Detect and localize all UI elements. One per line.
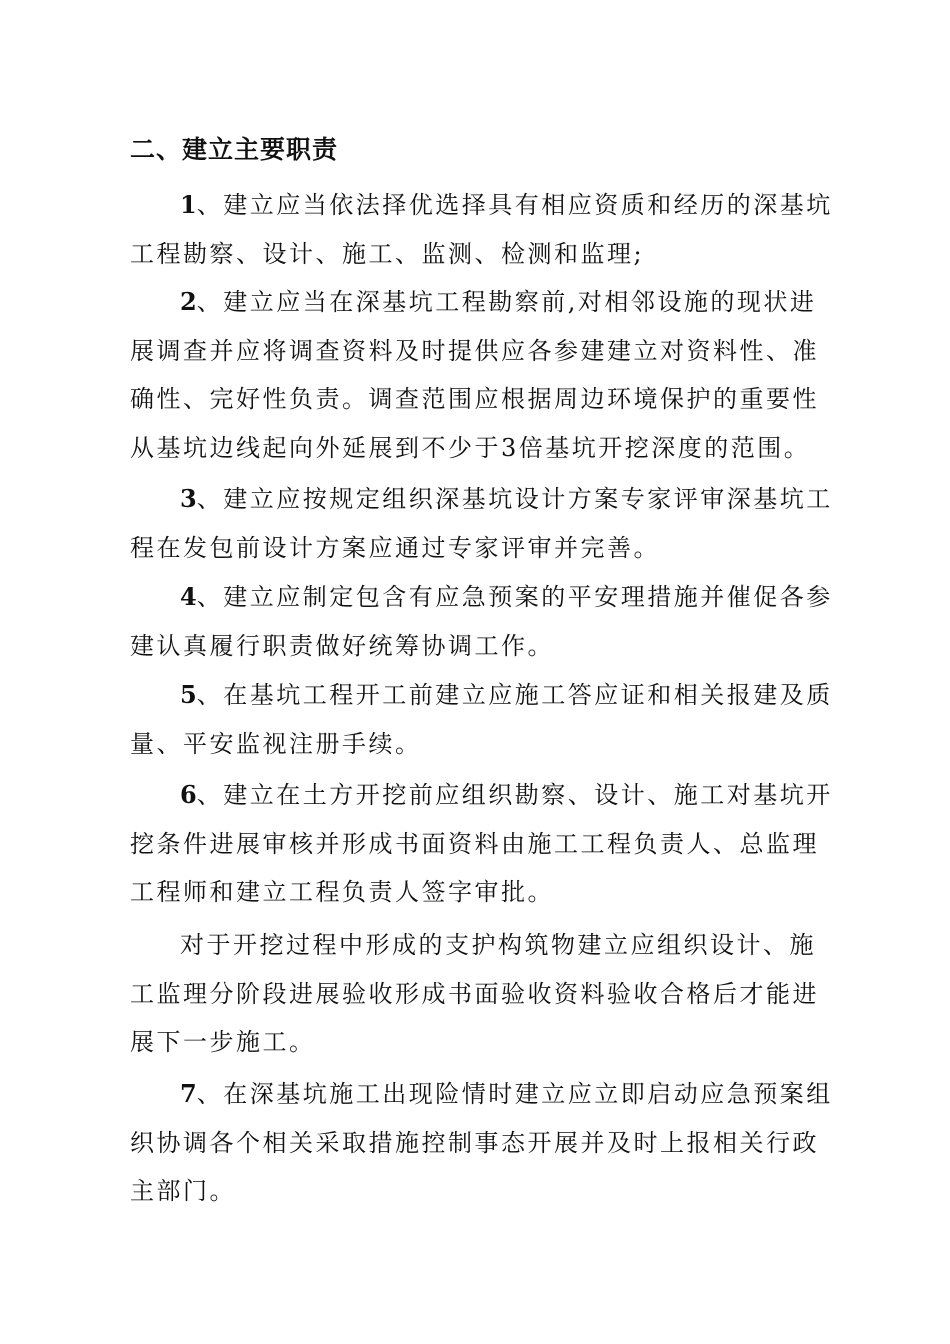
paragraph-5 <box>130 671 840 768</box>
paragraph-6 <box>130 771 840 917</box>
item-number: 2 <box>180 287 197 316</box>
item-number: 1 <box>180 190 197 219</box>
item-number: 4 <box>180 582 197 611</box>
paragraph-text: 、建立应按规定组织深基坑设计方案专家评审深基坑工程在发包前设计方案应通过专家评审并完善。 <box>130 485 833 562</box>
paragraph-3 <box>130 475 840 572</box>
paragraph-text: 、建立在土方开挖前应组织勘察、设计、施工对基坑开挖条件进展审核并形成书面资料由施工工程负责人、总监理工程师和建立工程负责人签字审批。 <box>130 781 833 906</box>
section-heading: 二、建立主要职责 <box>130 135 339 164</box>
item-number: 6 <box>180 780 197 809</box>
paragraph-text: 、建立应制定包含有应急预案的平安理措施并催促各参建认真履行职责做好统筹协调工作。 <box>130 583 833 660</box>
paragraph-text: 、在深基坑施工出现险情时建立应立即启动应急预案组织协调各个相关采取措施控制事态开展并及时上报相关行政主部门。 <box>130 1080 833 1205</box>
paragraph-4 <box>130 573 840 670</box>
paragraph-text: 、在基坑工程开工前建立应施工答应证和相关报建及质量、平安监视注册手续。 <box>130 681 833 758</box>
item-number: 7 <box>180 1079 197 1108</box>
item-number: 3 <box>180 484 197 513</box>
item-number: 5 <box>180 680 197 709</box>
paragraph-6-continued <box>130 921 840 1067</box>
paragraph-text: 、建立应当在深基坑工程勘察前,对相邻设施的现状进展调查并应将调查资料及时提供应各参建建立对资料性、准确性、完好性负责。调查范围应根据周边环境保护的重要性从基坑边线起向外延展到不少于3倍基坑开挖深度的范围。 <box>130 288 819 462</box>
paragraph-7 <box>130 1070 840 1216</box>
paragraph-2 <box>130 278 840 472</box>
paragraph-1 <box>130 181 840 278</box>
paragraph-text: 对于开挖过程中形成的支护构筑物建立应组织设计、施工监理分阶段进展验收形成书面验收资料验收合格后才能进展下一步施工。 <box>130 931 819 1056</box>
paragraph-text: 、建立应当依法择优选择具有相应资质和经历的深基坑工程勘察、设计、施工、监测、检测和监理; <box>130 191 833 268</box>
